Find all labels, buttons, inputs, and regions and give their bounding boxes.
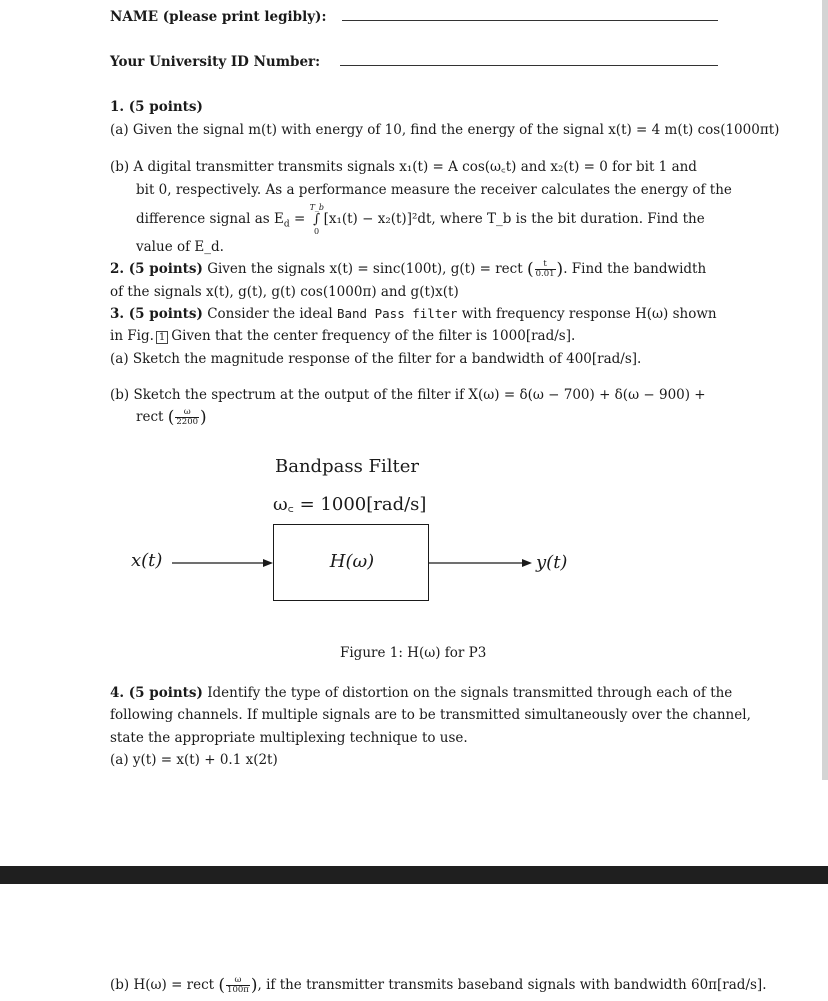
figure-center-freq: ω꜀ = 1000[rad/s] (273, 494, 427, 515)
q3-text-post: with frequency response H(ω) shown (461, 306, 717, 322)
paren-close: ) (200, 407, 207, 428)
q4b-post: , if the transmitter transmits baseband signals with bandwidth 60π[rad/s]. (257, 977, 767, 993)
paren-close: ) (556, 259, 564, 280)
exam-page-2 (0, 884, 828, 1001)
q3-line2-post: Given that the center frequency of the filter is 1000[rad/s]. (171, 328, 576, 344)
q1b-line4: value of E_d. (136, 239, 224, 255)
integral-lower: 0 (314, 227, 320, 236)
q3b-frac-num: ω (175, 408, 199, 418)
id-label: Your University ID Number: (110, 54, 321, 70)
input-arrow-head (263, 559, 273, 567)
q3b-text: (b) Sketch the spectrum at the output of the filter if X(ω) = δ(ω − 700) + δ(ω − 900) + (110, 387, 706, 403)
q2-heading: 2. (5 points) (110, 261, 203, 277)
integral-upper: T_b (309, 203, 325, 212)
q1b-line3-sub: d (283, 219, 290, 230)
q2-frac-den: 0.01 (535, 269, 555, 279)
q4-line1-text: Identify the type of distortion on the signals transmitted through each of the (207, 685, 733, 701)
q1b-line3-eq: = (289, 211, 310, 227)
q1b-line2: bit 0, respectively. As a performance measure the receiver calculates the energy of the (136, 182, 732, 198)
q2-frac-num: t (535, 260, 556, 270)
q2-text-post: . Find the bandwidth (563, 261, 707, 277)
q3-heading: 3. (5 points) (110, 306, 203, 322)
paren-open: ( (218, 975, 226, 996)
paren-open: ( (167, 407, 175, 428)
q1b-line3-pre: difference signal as E (136, 211, 284, 227)
q3b-frac-den: 2200 (176, 417, 199, 427)
q3b-rect: rect (136, 409, 164, 425)
q3-mono-text: Band Pass filter (336, 306, 458, 321)
q4-line3: state the appropriate multiplexing technique to use. (110, 730, 468, 746)
q3-line2-pre: in Fig. (110, 328, 154, 344)
figure-title: Bandpass Filter (275, 456, 420, 477)
q4-line1 (110, 684, 732, 702)
q1b-line3-post: [x₁(t) − x₂(t)]²dt, where T_b is the bit duration. Find the (323, 211, 705, 227)
name-label: NAME (please print legibly): (110, 9, 327, 25)
q4a-text: (a) y(t) = x(t) + 0.1 x(2t) (110, 752, 278, 768)
input-signal-label: x(t) (131, 550, 163, 571)
page-separator (0, 866, 828, 884)
q4b-pre: (b) H(ω) = rect (110, 977, 215, 993)
q1b-line1: (b) A digital transmitter transmits signals x₁(t) = A cos(ω꜀t) and x₂(t) = 0 for bit 1 and (110, 159, 697, 175)
q4b-text (110, 976, 766, 995)
q4-heading: 4. (5 points) (110, 685, 203, 701)
q2-line2: of the signals x(t), g(t), g(t) cos(1000π) and g(t)x(t) (110, 284, 459, 300)
figure-reference-link[interactable]: 1 (156, 331, 168, 344)
q1-heading: 1. (5 points) (110, 99, 203, 115)
paren-close: ) (250, 975, 258, 996)
q4b-frac-den: 100π (227, 985, 249, 995)
q4b-frac-num: ω (226, 976, 250, 986)
figure-caption: Figure 1: H(ω) for P3 (340, 645, 487, 661)
integral-symbol: T_b ∫ 0 (310, 210, 324, 228)
q4b-fraction (226, 976, 250, 995)
output-signal-label: y(t) (536, 552, 568, 573)
q1a-text: (a) Given the signal m(t) with energy of 10, find the energy of the signal x(t) = 4 m(t) cos(1000πt) (110, 122, 780, 138)
filter-block-label: H(ω) (329, 551, 375, 572)
output-arrow-head (522, 559, 532, 567)
q3-text-pre: Consider the ideal (207, 306, 333, 322)
q3a-text: (a) Sketch the magnitude response of the filter for a bandwidth of 400[rad/s]. (110, 351, 642, 367)
q4-line2: following channels. If multiple signals are to be transmitted simultaneously over the channel, (110, 707, 751, 723)
q2-text-pre: Given the signals x(t) = sinc(100t), g(t) = rect (207, 261, 523, 277)
paren-open: ( (526, 259, 534, 280)
